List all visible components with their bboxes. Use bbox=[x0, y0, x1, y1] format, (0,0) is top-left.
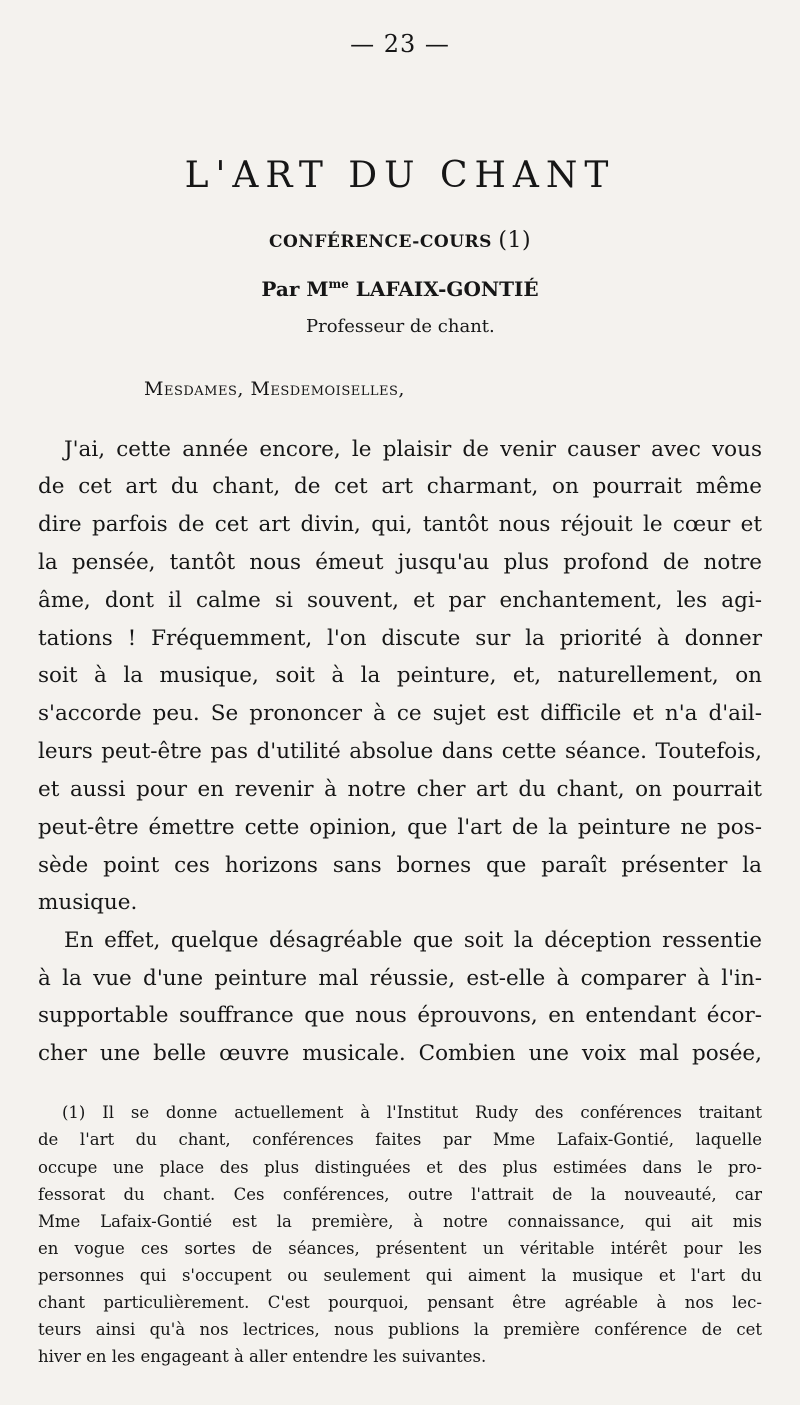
body-line: leurs peut-être pas d'utilité absolue dans cette séance. Toutefois, bbox=[38, 739, 762, 764]
body-line: la pensée, tantôt nous émeut jusqu'au plus profond de notre bbox=[38, 550, 762, 575]
footnote-line: Mme Lafaix-Gontié est la première, à notre connaissance, qui ait mis bbox=[38, 1212, 762, 1231]
footnote-line: fessorat du chant. Ces conférences, outre l'attrait de la nouveauté, car bbox=[38, 1185, 762, 1204]
body-line: soit à la musique, soit à la peinture, et, naturellement, on bbox=[38, 663, 762, 688]
footnote-line: chant particulièrement. C'est pourquoi, pensant être agréable à nos lec- bbox=[38, 1293, 762, 1312]
footnote-line: personnes qui s'occupent ou seulement qui aiment la musique et l'art du bbox=[38, 1266, 762, 1285]
footnote-line: occupe une place des plus distinguées et des plus estimées dans le pro- bbox=[38, 1158, 762, 1177]
footnote-line: hiver en les engageant à aller entendre les suivantes. bbox=[38, 1347, 487, 1366]
body-line: et aussi pour en revenir à notre cher art du chant, on pourrait bbox=[38, 777, 762, 802]
body-line: J'ai, cette année encore, le plaisir de venir causer avec vous bbox=[64, 437, 762, 462]
body-line: tations ! Fréquemment, l'on discute sur la priorité à donner bbox=[38, 626, 762, 651]
body-line: s'accorde peu. Se prononcer à ce sujet est difficile et n'a d'ail- bbox=[38, 701, 762, 726]
article-subtitle bbox=[0, 228, 800, 253]
body-line: En effet, quelque désagréable que soit la déception ressentie bbox=[64, 928, 762, 953]
body-line: de cet art du chant, de cet art charmant, on pourrait même bbox=[38, 474, 762, 499]
footnote-line: (1) Il se donne actuellement à l'Institut Rudy des conférences traitant bbox=[62, 1103, 762, 1122]
footnote-reference: (1) bbox=[498, 228, 532, 253]
body-line: sède point ces horizons sans bornes que paraît présenter la bbox=[38, 853, 762, 878]
author-title-sup: me bbox=[328, 277, 349, 291]
article-title: L'ART DU CHANT bbox=[184, 155, 616, 196]
body-line: peut-être émettre cette opinion, que l'art de la peinture ne pos- bbox=[38, 815, 762, 840]
author-name: LAFAIX-GONTIÉ bbox=[355, 277, 539, 301]
author-line bbox=[0, 277, 800, 301]
page-number: — 23 — bbox=[350, 30, 450, 58]
author-prefix: Par M bbox=[261, 277, 329, 301]
body-line: à la vue d'une peinture mal réussie, est-elle à comparer à l'in- bbox=[38, 966, 762, 991]
subtitle-text: CONFÉRENCE-COURS bbox=[268, 232, 492, 252]
footnote-line: teurs ainsi qu'à nos lectrices, nous publions la première conférence de cet bbox=[38, 1320, 762, 1339]
footnote-line: de l'art du chant, conférences faites par Mme Lafaix-Gontié, laquelle bbox=[38, 1130, 762, 1149]
salutation: Mesdames, Mesdemoiselles, bbox=[144, 378, 405, 400]
body-line: supportable souffrance que nous éprouvons, en entendant écor- bbox=[38, 1003, 762, 1028]
body-line: dire parfois de cet art divin, qui, tantôt nous réjouit le cœur et bbox=[38, 512, 762, 537]
body-line: musique. bbox=[38, 890, 138, 915]
author-role: Professeur de chant. bbox=[306, 316, 495, 337]
footnote-line: en vogue ces sortes de séances, présentent un véritable intérêt pour les bbox=[38, 1239, 762, 1258]
body-line: âme, dont il calme si souvent, et par enchantement, les agi- bbox=[38, 588, 762, 613]
body-line: cher une belle œuvre musicale. Combien une voix mal posée, bbox=[38, 1041, 762, 1066]
